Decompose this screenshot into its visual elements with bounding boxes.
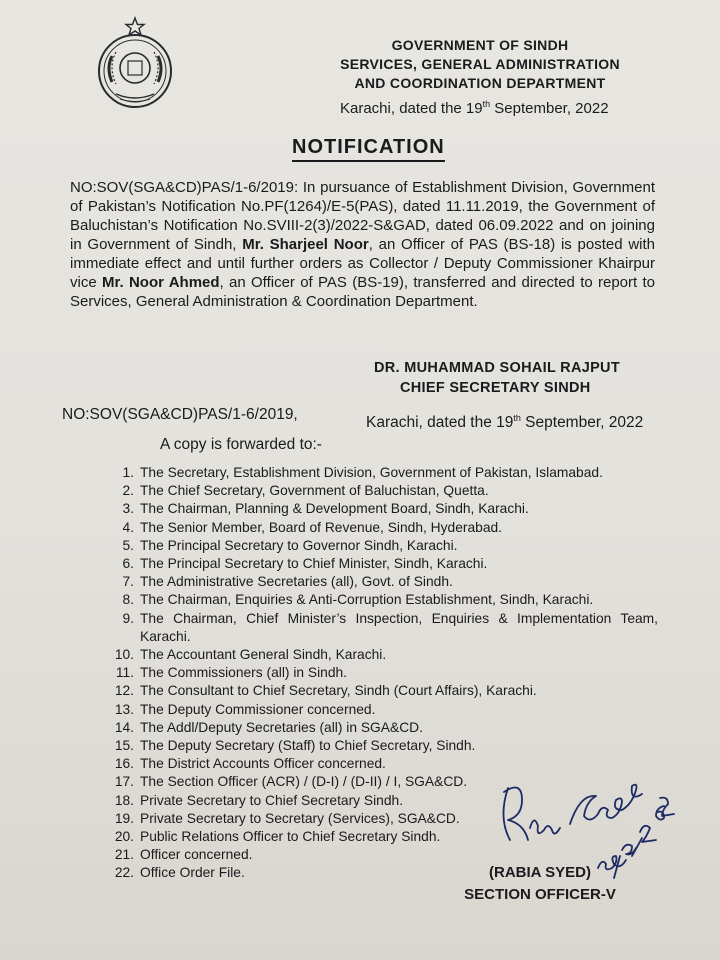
list-item — [100, 701, 658, 719]
list-item — [100, 591, 658, 609]
item-number: 11. — [115, 665, 134, 681]
issue-date-ordinal: th — [482, 99, 491, 109]
signatory-title: CHIEF SECRETARY SINDH — [400, 380, 591, 396]
document-title: NOTIFICATION — [292, 136, 445, 162]
item-text: Officer concerned. — [140, 847, 253, 863]
item-number: 14. — [114, 719, 134, 735]
item-text: The Deputy Secretary (Staff) to Chief Secretary, Sindh. — [140, 738, 476, 754]
item-number: 13. — [114, 701, 134, 717]
signatory-block — [374, 358, 620, 398]
body-text-1: NO:SOV(SGA&CD)PAS/1-6/2019: In pursuance of Establishment Division, Government of Pakistan’s Notification No.PF(1264)/E-5(PAS), dated 11.11.2019, the Government of Baluchistan’s Notification No.SVIII-2(3)/2022-S&GAD, dated 06.09.2022 and on joining in Government of Sindh, — [70, 179, 655, 253]
item-number: 22. — [114, 865, 134, 881]
item-number: 4. — [122, 519, 134, 535]
officer-name-posted: Mr. Sharjeel Noor — [242, 236, 369, 253]
list-item — [100, 500, 658, 518]
item-text: The District Accounts Officer concerned. — [140, 756, 386, 772]
item-number: 19. — [114, 810, 134, 826]
item-number: 5. — [122, 537, 134, 553]
item-text: Office Order File. — [140, 865, 245, 881]
item-number: 20. — [114, 829, 134, 845]
item-number: 8. — [122, 592, 134, 608]
sindh-government-seal-logo — [94, 16, 176, 112]
reference-number: NO:SOV(SGA&CD)PAS/1-6/2019, — [62, 406, 298, 423]
body-text-3: , an Officer of PAS (BS-19), transferred and directed to report to Services, General Administration & Coordination Department. — [70, 274, 656, 310]
copy-date-suffix: September, 2022 — [520, 414, 644, 431]
item-text: The Senior Member, Board of Revenue, Sindh, Hyderabad. — [140, 519, 502, 535]
list-item — [100, 719, 658, 737]
officer-block — [440, 862, 640, 906]
item-text: The Section Officer (ACR) / (D-I) / (D-II) / I, SGA&CD. — [140, 774, 468, 790]
list-item — [100, 555, 658, 573]
item-text: The Deputy Commissioner concerned. — [140, 701, 376, 717]
copy-date — [366, 414, 643, 432]
list-item — [100, 464, 658, 482]
body-text-2: , an Officer of PAS (BS-18) is posted with immediate effect and until further orders as Collector / Deputy Commissioner Khairpur vice — [70, 236, 655, 291]
item-number: 10. — [114, 647, 134, 663]
item-text: The Chairman, Chief Minister’s Inspection, Enquiries & Implementation Team, Karachi. — [140, 610, 658, 644]
item-number: 12. — [114, 683, 134, 699]
item-text: The Principal Secretary to Governor Sindh, Karachi. — [140, 537, 458, 553]
letterhead — [300, 36, 660, 93]
item-text: The Chairman, Planning & Development Board, Sindh, Karachi. — [140, 501, 529, 517]
issue-date-prefix: Karachi, dated the 19 — [340, 100, 483, 117]
item-number: 15. — [114, 738, 134, 754]
list-item — [100, 573, 658, 591]
item-text: The Secretary, Establishment Division, Government of Pakistan, Islamabad. — [140, 465, 603, 480]
item-text: The Accountant General Sindh, Karachi. — [140, 647, 387, 663]
letterhead-line-2: SERVICES, GENERAL ADMINISTRATION — [340, 56, 620, 72]
item-number: 17. — [114, 774, 134, 790]
list-item — [100, 737, 658, 755]
item-number: 6. — [122, 556, 134, 572]
item-text: Private Secretary to Chief Secretary Sindh. — [140, 792, 404, 808]
item-text: Public Relations Officer to Chief Secretary Sindh. — [140, 829, 441, 845]
issue-date-suffix: September, 2022 — [490, 100, 609, 117]
list-item — [100, 646, 658, 664]
letterhead-line-1: GOVERNMENT OF SINDH — [391, 37, 569, 53]
item-text: Private Secretary to Secretary (Services), SGA&CD. — [140, 810, 460, 826]
item-number: 1. — [122, 465, 134, 480]
list-item — [100, 610, 658, 646]
item-number: 18. — [114, 792, 134, 808]
notification-body — [70, 178, 655, 311]
officer-name-relieved: Mr. Noor Ahmed — [101, 274, 220, 291]
copy-date-ordinal: th — [513, 412, 521, 423]
item-text: The Administrative Secretaries (all), Govt. of Sindh. — [140, 574, 453, 590]
letterhead-line-3: AND COORDINATION DEPARTMENT — [354, 75, 606, 91]
list-item — [100, 664, 658, 682]
item-number: 21. — [114, 847, 134, 863]
item-text: The Principal Secretary to Chief Minister, Sindh, Karachi. — [140, 556, 488, 572]
item-number: 7. — [122, 574, 134, 590]
item-text: The Commissioners (all) in Sindh. — [140, 665, 348, 681]
item-text: The Consultant to Chief Secretary, Sindh (Court Affairs), Karachi. — [140, 683, 537, 699]
list-item — [100, 519, 658, 537]
item-number: 2. — [122, 483, 134, 499]
item-text: The Chief Secretary, Government of Baluchistan, Quetta. — [140, 483, 489, 499]
list-item — [100, 537, 658, 555]
item-text: The Chairman, Enquiries & Anti-Corruption Establishment, Sindh, Karachi. — [140, 592, 594, 608]
forwarded-heading: A copy is forwarded to:- — [160, 436, 322, 453]
issue-date — [340, 100, 609, 117]
list-item — [100, 682, 658, 700]
signatory-name: DR. MUHAMMAD SOHAIL RAJPUT — [374, 360, 620, 376]
item-number: 3. — [122, 501, 134, 517]
officer-name: (RABIA SYED) — [489, 864, 591, 881]
item-number: 9. — [122, 610, 134, 626]
copy-date-prefix: Karachi, dated the 19 — [366, 414, 514, 431]
item-text: The Addl/Deputy Secretaries (all) in SGA&CD. — [140, 719, 423, 735]
officer-title: SECTION OFFICER-V — [464, 886, 616, 903]
item-number: 16. — [114, 756, 134, 772]
list-item — [100, 482, 658, 500]
